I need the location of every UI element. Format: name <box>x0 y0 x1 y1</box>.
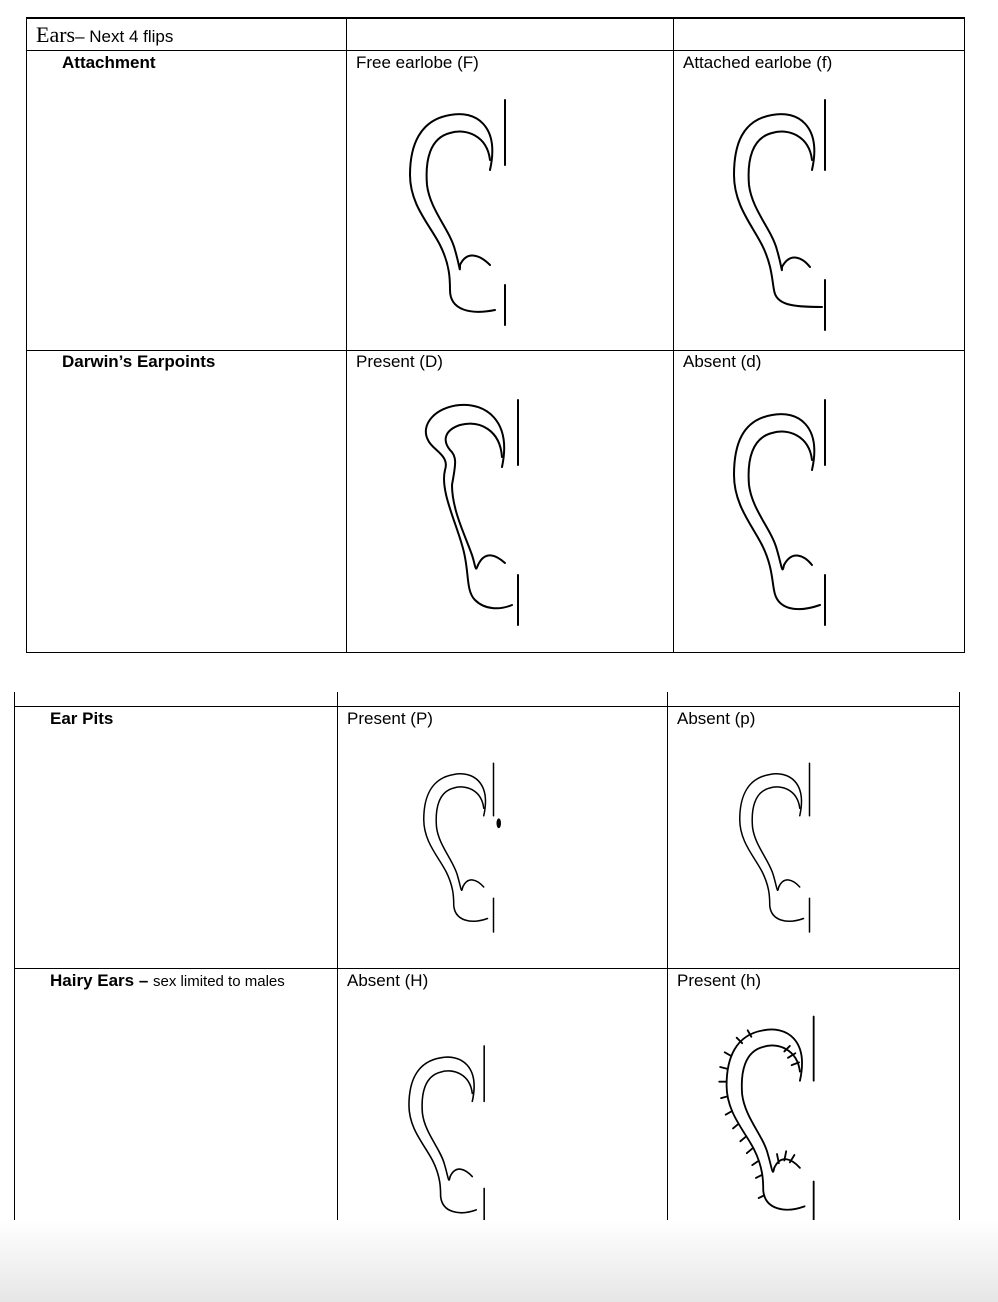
table-border <box>26 652 965 653</box>
ear-plain-icon <box>736 752 826 947</box>
table-border <box>26 17 27 653</box>
table-border <box>964 17 965 653</box>
ear-darwin-point-icon <box>420 395 540 635</box>
ear-attached-earlobe-icon <box>732 95 852 335</box>
table-border <box>337 692 338 706</box>
section-title <box>36 22 174 47</box>
ear-hairy-icon <box>722 1012 832 1232</box>
table-border <box>337 706 338 1278</box>
dominant-label: Absent (H) <box>347 971 429 990</box>
table-border <box>959 706 960 1278</box>
table-border <box>14 692 15 706</box>
dominant-label: Present (D) <box>356 352 443 371</box>
ear-free-earlobe-icon <box>405 95 525 335</box>
ear-plain-icon <box>405 1037 500 1237</box>
recessive-label: Attached earlobe (f) <box>683 53 833 72</box>
table-border <box>14 706 15 1278</box>
ear-plain-icon <box>732 395 852 635</box>
trait-note: sex limited to males <box>153 973 285 990</box>
table-border <box>26 350 965 351</box>
table-border <box>667 706 668 1278</box>
table-border <box>673 17 674 653</box>
table-border <box>667 692 668 706</box>
title-sub: – Next 4 flips <box>75 27 174 46</box>
trait-cell <box>50 971 285 992</box>
recessive-label: Absent (d) <box>683 352 762 371</box>
trait-label: Hairy Ears – <box>50 971 149 990</box>
table-border <box>14 968 960 969</box>
table-border <box>26 17 965 19</box>
page-bottom-shadow <box>0 1220 998 1302</box>
recessive-label: Present (h) <box>677 971 762 990</box>
title-main: Ears <box>36 22 76 47</box>
table-border <box>14 706 960 707</box>
trait-label: Attachment <box>62 53 156 72</box>
dominant-label: Present (P) <box>347 709 433 728</box>
table-border <box>346 17 347 653</box>
table-border <box>26 50 965 51</box>
recessive-label: Absent (p) <box>677 709 756 728</box>
dominant-label: Free earlobe (F) <box>356 53 479 72</box>
table-border <box>959 692 960 706</box>
ear-pit-icon <box>420 752 510 947</box>
trait-label: Ear Pits <box>50 709 114 728</box>
trait-label: Darwin’s Earpoints <box>62 352 216 371</box>
